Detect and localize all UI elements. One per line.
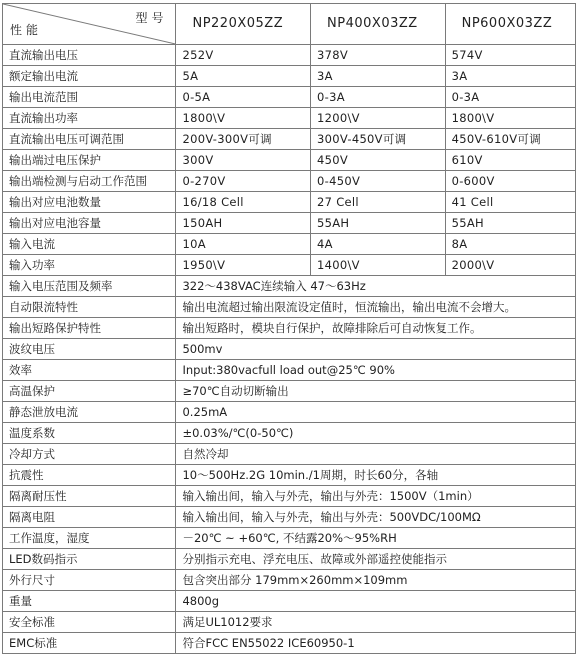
spec-row <box>3 507 576 528</box>
spec-value: 1400\V <box>311 255 446 276</box>
spec-value: 450V <box>311 150 446 171</box>
spec-value: 0.25mA <box>176 402 576 423</box>
spec-value: 300V <box>176 150 311 171</box>
spec-value: 3A <box>311 66 446 87</box>
spec-value: 55AH <box>445 213 575 234</box>
spec-label: 输出端过电压保护 <box>3 150 176 171</box>
spec-row <box>3 213 576 234</box>
spec-value: 0-270V <box>176 171 311 192</box>
spec-value: 1200\V <box>311 108 446 129</box>
header-performance-label: 性能 <box>10 23 43 37</box>
spec-label: 直流输出功率 <box>3 108 176 129</box>
spec-value: 27 Cell <box>311 192 446 213</box>
spec-value: 0-450V <box>311 171 446 192</box>
header-row <box>3 4 576 45</box>
spec-label: 隔离耐压性 <box>3 486 176 507</box>
spec-value: 输出短路时，模块自行保护，故障排除后可自动恢复工作。 <box>176 318 576 339</box>
spec-value: 0-5A <box>176 87 311 108</box>
spec-row <box>3 108 576 129</box>
spec-value: 378V <box>311 45 446 66</box>
spec-label: 波纹电压 <box>3 339 176 360</box>
spec-label: 抗震性 <box>3 465 176 486</box>
spec-value: 10A <box>176 234 311 255</box>
spec-value: 自然冷却 <box>176 444 576 465</box>
spec-label: 输入功率 <box>3 255 176 276</box>
spec-row <box>3 486 576 507</box>
spec-value: 4800g <box>176 591 576 612</box>
model-name: NP400X03ZZ <box>311 4 446 45</box>
spec-row <box>3 360 576 381</box>
spec-label: 高温保护 <box>3 381 176 402</box>
spec-row <box>3 234 576 255</box>
spec-value: 200V-300V可调 <box>176 129 311 150</box>
spec-row <box>3 297 576 318</box>
spec-row <box>3 612 576 633</box>
spec-label: 直流输出电压可调范围 <box>3 129 176 150</box>
spec-value: 0-3A <box>445 87 575 108</box>
spec-label: 工作温度，湿度 <box>3 528 176 549</box>
spec-value: 300V-450V可调 <box>311 129 446 150</box>
spec-value: 252V <box>176 45 311 66</box>
spec-row <box>3 255 576 276</box>
spec-label: 输出短路保护特性 <box>3 318 176 339</box>
spec-value: ≥70℃自动切断输出 <box>176 381 576 402</box>
spec-label: 静态泄放电流 <box>3 402 176 423</box>
spec-row <box>3 591 576 612</box>
spec-value: ±0.03%/℃(0-50℃) <box>176 423 576 444</box>
spec-row <box>3 171 576 192</box>
spec-label: 温度系数 <box>3 423 176 444</box>
spec-value: 1950\V <box>176 255 311 276</box>
spec-row <box>3 276 576 297</box>
spec-value: 610V <box>445 150 575 171</box>
spec-row <box>3 87 576 108</box>
spec-row <box>3 45 576 66</box>
spec-label: 输出电流范围 <box>3 87 176 108</box>
spec-label: 冷却方式 <box>3 444 176 465</box>
spec-value: 满足UL1012要求 <box>176 612 576 633</box>
spec-label: 重量 <box>3 591 176 612</box>
spec-row <box>3 528 576 549</box>
spec-row <box>3 66 576 87</box>
spec-value: 322～438VAC连续输入 47～63Hz <box>176 276 576 297</box>
spec-row <box>3 402 576 423</box>
spec-row <box>3 381 576 402</box>
spec-label: EMC标准 <box>3 633 176 654</box>
spec-label: 输入电流 <box>3 234 176 255</box>
spec-value: 3A <box>445 66 575 87</box>
spec-value: 包含突出部分 179mm×260mm×109mm <box>176 570 576 591</box>
spec-row <box>3 423 576 444</box>
spec-value: Input:380vacfull load out@25℃ 90% <box>176 360 576 381</box>
spec-value: 150AH <box>176 213 311 234</box>
spec-row <box>3 339 576 360</box>
header-model-label: 型号 <box>135 11 168 25</box>
spec-label: 自动限流特性 <box>3 297 176 318</box>
spec-value: 输入输出间，输入与外壳，输出与外壳：500VDC/100MΩ <box>176 507 576 528</box>
spec-label: 直流输出电压 <box>3 45 176 66</box>
spec-row <box>3 633 576 654</box>
spec-value: 分别指示充电、浮充电压、故障或外部遥控使能指示 <box>176 549 576 570</box>
spec-row <box>3 549 576 570</box>
spec-value: 16/18 Cell <box>176 192 311 213</box>
spec-label: 隔离电阻 <box>3 507 176 528</box>
model-name: NP600X03ZZ <box>445 4 575 45</box>
spec-table <box>2 3 576 654</box>
spec-label: 输出端检测与启动工作范围 <box>3 171 176 192</box>
spec-value: 41 Cell <box>445 192 575 213</box>
spec-label: 安全标准 <box>3 612 176 633</box>
spec-value: 55AH <box>311 213 446 234</box>
spec-value: 符合FCC EN55022 ICE60950-1 <box>176 633 576 654</box>
spec-value: 1800\V <box>176 108 311 129</box>
spec-row <box>3 150 576 171</box>
spec-label: 额定输出电流 <box>3 66 176 87</box>
spec-row <box>3 192 576 213</box>
spec-label: 输出对应电池容量 <box>3 213 176 234</box>
header-diagonal-cell <box>3 4 176 45</box>
spec-value: 2000\V <box>445 255 575 276</box>
spec-row <box>3 570 576 591</box>
spec-label: 外行尺寸 <box>3 570 176 591</box>
spec-value: 500mv <box>176 339 576 360</box>
spec-value: 输出电流超过输出限流设定值时，恒流输出，输出电流不会增大。 <box>176 297 576 318</box>
model-name: NP220X05ZZ <box>176 4 311 45</box>
spec-row <box>3 465 576 486</box>
spec-label: 效率 <box>3 360 176 381</box>
spec-value: 输入输出间，输入与外壳，输出与外壳：1500V（1min） <box>176 486 576 507</box>
spec-value: 8A <box>445 234 575 255</box>
spec-value: 1800\V <box>445 108 575 129</box>
spec-row <box>3 318 576 339</box>
spec-row <box>3 444 576 465</box>
spec-value: 4A <box>311 234 446 255</box>
spec-value: 574V <box>445 45 575 66</box>
spec-row <box>3 129 576 150</box>
spec-value: －20℃ ~ +60℃, 不结露20%～95%RH <box>176 528 576 549</box>
spec-value: 0-600V <box>445 171 575 192</box>
spec-label: LED数码指示 <box>3 549 176 570</box>
spec-label: 输入电压范围及频率 <box>3 276 176 297</box>
spec-value: 10～500Hz.2G 10min./1周期，时长60分，各轴 <box>176 465 576 486</box>
spec-value: 5A <box>176 66 311 87</box>
spec-value: 450V-610V可调 <box>445 129 575 150</box>
spec-value: 0-3A <box>311 87 446 108</box>
spec-label: 输出对应电池数量 <box>3 192 176 213</box>
